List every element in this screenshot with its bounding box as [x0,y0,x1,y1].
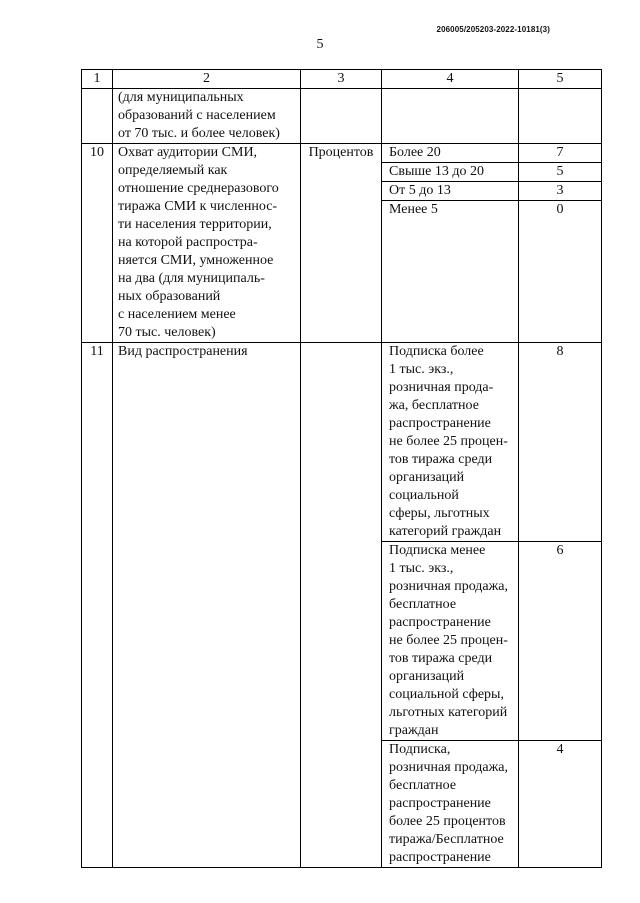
option-score: 7 [519,144,602,163]
header-col-3: 3 [301,70,382,89]
option-score: 5 [519,163,602,182]
header-col-1: 1 [82,70,113,89]
row-number: 10 [82,144,113,343]
option-criterion: Менее 5 [382,201,519,343]
page-number: 5 [316,37,324,52]
option-criterion: Подписка, розничная продажа, бесплатное распространение более 25 процентов тиража/Бесплатное распространение [382,741,519,868]
option-score: 3 [519,182,602,201]
option-score: 6 [519,542,602,741]
table-row-continuation [82,89,602,144]
option-score: 0 [519,201,602,343]
header-col-4: 4 [382,70,519,89]
option-criterion: Более 20 [382,144,519,163]
option-criterion: Подписка более 1 тыс. экз., розничная прода- жа, бесплатное распространение не более 25 процен- тов тиража среди организаций социальной сферы, льготных категорий граждан [382,343,519,542]
option-criterion: От 5 до 13 [382,182,519,201]
criterion-name: Вид распространения [113,343,301,868]
table-row-10 [82,144,602,163]
unit-cell: Процентов [301,144,382,343]
row-number: 11 [82,343,113,868]
option-criterion: Подписка менее 1 тыс. экз., розничная продажа, бесплатное распространение не более 25 процен- тов тиража среди организаций социальной сферы, льготных категорий граждан [382,542,519,741]
criteria-table [81,69,602,868]
criterion-name: Охват аудитории СМИ, определяемый как отношение среднеразового тиража СМИ к численнос- ти населения территории, на которой распростра- няется СМИ, умноженное на два (для муниципаль- ных образований с населением менее 70 тыс. человек) [113,144,301,343]
table-header-row [82,70,602,89]
continuation-text: (для муниципальных образований с населением от 70 тыс. и более человек) [113,89,301,144]
option-score: 4 [519,741,602,868]
header-col-5: 5 [519,70,602,89]
option-score: 8 [519,343,602,542]
document-id: 206005/205203-2022-10181(3) [436,25,550,34]
header-col-2: 2 [113,70,301,89]
option-criterion: Свыше 13 до 20 [382,163,519,182]
table-row-11 [82,343,602,542]
